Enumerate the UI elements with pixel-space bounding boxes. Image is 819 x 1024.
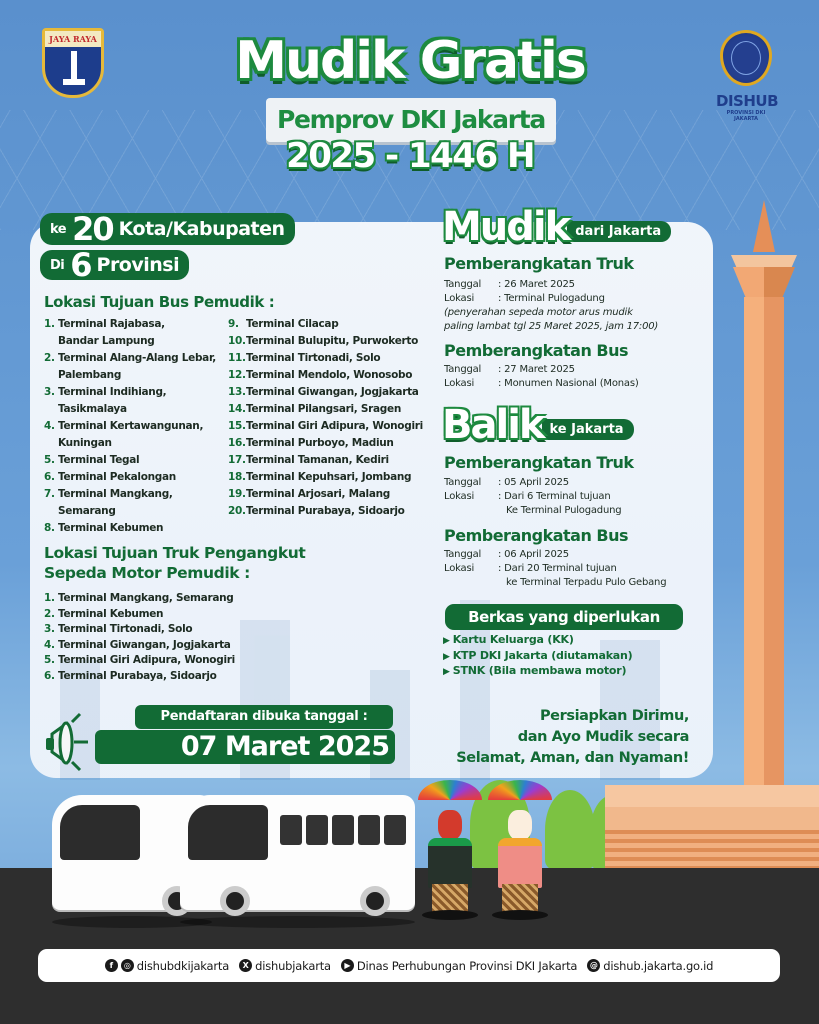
info-value: : 05 April 2025: [498, 477, 569, 488]
item-number: 1.: [44, 592, 55, 604]
item-number: 3.: [44, 386, 55, 398]
bus-destination-item: [228, 384, 423, 401]
info-key: Lokasi: [444, 491, 475, 502]
registration-date: 07 Maret 2025: [95, 730, 395, 764]
item-text: Terminal Purabaya, Sidoarjo: [58, 669, 217, 682]
pill-pre: Di: [50, 257, 65, 273]
info-value: : Monumen Nasional (Monas): [498, 378, 639, 389]
item-number: 15.: [228, 420, 246, 432]
slogan-line: Persiapkan Dirimu,: [539, 708, 689, 724]
item-text: Terminal Giwangan, Jogjakarta: [58, 638, 231, 651]
item-number: 12.: [228, 369, 246, 381]
balik-truck-title: Pemberangkatan Truk: [444, 453, 634, 472]
item-number: 7.: [44, 488, 55, 500]
dishub-logo: [716, 30, 779, 122]
mudik-truck-title: Pemberangkatan Truk: [444, 254, 634, 273]
item-text: Terminal Kebumen: [58, 607, 164, 620]
info-note: (penyerahan sepeda motor arus mudik: [444, 307, 633, 318]
item-text: Terminal Tegal: [58, 454, 140, 466]
dishub-name: DISHUB: [716, 92, 779, 110]
item-text: Terminal Giri Adipura, Wonogiri: [58, 654, 235, 666]
balik-word: Balik: [442, 402, 544, 448]
bus-destination-item: [228, 401, 423, 418]
mudik-tag: dari Jakarta: [567, 221, 671, 242]
slogan-line: Selamat, Aman, dan Nyaman!: [456, 750, 689, 766]
balik-bus-title: Pemberangkatan Bus: [444, 526, 629, 545]
slogan-line: dan Ayo Mudik secara: [517, 729, 689, 745]
x-twitter-icon: X: [239, 959, 252, 972]
bus-destination-item: [228, 435, 423, 452]
item-number: 6.: [44, 471, 55, 483]
item-number: 5.: [44, 654, 55, 666]
item-number: 4.: [44, 638, 55, 651]
bus-destination-item-cont: Palembang: [58, 369, 122, 381]
truck-destination-item: [44, 638, 235, 654]
triangle-bullet-icon: ▶: [443, 667, 450, 677]
info-note: paling lambat tgl 25 Maret 2025, jam 17:00): [444, 321, 659, 332]
item-number: 18.: [228, 471, 246, 483]
registration-label: Pendaftaran dibuka tanggal :: [135, 705, 393, 729]
truck-destination-item: [44, 653, 235, 669]
required-documents-list: [443, 633, 633, 680]
mudik-word: Mudik: [442, 204, 570, 250]
ondel-ondel-male-illustration: [420, 780, 480, 920]
item-number: 9.: [228, 318, 239, 330]
pill-post: Provinsi: [96, 254, 180, 276]
item-text: Terminal Arjosari, Malang: [246, 488, 391, 500]
pill-post: Kota/Kabupaten: [118, 218, 285, 240]
item-number: 10.: [228, 335, 246, 347]
truck-heading-line1: Lokasi Tujuan Truk Pengangkut: [44, 544, 306, 562]
monas-cup-shape: [731, 255, 797, 267]
footer-contact-item[interactable]: [341, 959, 577, 973]
pill-number: 20: [72, 210, 113, 248]
mudik-heading: [442, 206, 671, 248]
truck-destination-item: [44, 591, 235, 607]
bus-destination-item-cont: Kuningan: [58, 437, 112, 449]
info-key: Lokasi: [444, 293, 475, 304]
item-number: 20.: [228, 505, 246, 517]
info-value: : Dari 6 Terminal tujuan: [498, 491, 611, 502]
info-key: Tanggal: [444, 549, 482, 560]
required-document-item: [443, 633, 633, 649]
item-text: Terminal Tamanan, Kediri: [246, 454, 389, 466]
item-number: 8.: [44, 522, 55, 534]
ondel-ondel-female-illustration: [490, 780, 550, 920]
item-text: Terminal Mangkang, Semarang: [58, 592, 234, 604]
dishub-globe-icon: [720, 30, 772, 86]
bus-destination-item-cont: Tasikmalaya: [58, 403, 127, 415]
item-text: Terminal Kepuhsari, Jombang: [246, 471, 412, 483]
info-value: : 26 Maret 2025: [498, 279, 575, 290]
item-number: 13.: [228, 386, 246, 398]
bus-destination-item: [228, 486, 423, 503]
info-key: Lokasi: [444, 378, 475, 389]
item-text: Terminal Mendolo, Wonosobo: [246, 369, 413, 381]
truck-heading-line2: Sepeda Motor Pemudik :: [44, 564, 250, 582]
item-number: 1.: [44, 318, 55, 330]
balik-heading: [442, 404, 634, 446]
item-number: 16.: [228, 437, 246, 449]
triangle-bullet-icon: ▶: [443, 651, 450, 662]
emblem-base-shape: [63, 79, 85, 85]
bus-destination-item: [228, 452, 423, 469]
item-text: Terminal Pilangsari, Sragen: [246, 403, 401, 415]
item-text: Terminal Alang-Alang Lebar,: [58, 352, 216, 364]
footer-contact-text: dishubjakarta: [255, 958, 331, 973]
bus-destination-item-cont: Bandar Lampung: [58, 335, 155, 347]
required-document-item: [443, 649, 633, 665]
required-document-item: [443, 664, 633, 680]
bus-destination-item: [228, 350, 423, 367]
footer-contact-item[interactable]: [105, 959, 229, 973]
item-text: Terminal Kertawangunan,: [58, 420, 204, 432]
bus-destination-heading: Lokasi Tujuan Bus Pemudik :: [44, 293, 275, 311]
info-key: Tanggal: [444, 279, 482, 290]
bus-destination-item: [44, 469, 216, 486]
truck-destination-item: [44, 622, 235, 638]
monas-flame-shape: [753, 200, 775, 252]
document-text: Kartu Keluarga (KK): [452, 633, 574, 646]
bus-destination-item: [44, 418, 216, 435]
bus-destination-item: [44, 486, 216, 503]
mudik-truck-info: [444, 278, 714, 334]
footer-contact-item[interactable]: [587, 959, 713, 973]
item-number: 11.: [228, 352, 246, 364]
item-text: Terminal Giri Adipura, Wonogiri: [246, 420, 423, 432]
jaya-raya-label: JAYA RAYA: [45, 31, 101, 47]
mudik-bus-title: Pemberangkatan Bus: [444, 341, 629, 360]
item-number: 4.: [44, 420, 55, 432]
document-text: STNK (Bila membawa motor): [452, 664, 627, 677]
info-value: ke Terminal Terpadu Pulo Gebang: [506, 577, 667, 588]
monas-plaza-illustration: [605, 785, 819, 875]
item-text: Terminal Indihiang,: [58, 386, 167, 398]
item-number: 2.: [44, 607, 55, 620]
dishub-sub: PROVINSI DKI JAKARTA: [726, 110, 766, 122]
instagram-icon: ◎: [121, 959, 134, 972]
document-text: KTP DKI Jakarta (diutamakan): [452, 648, 633, 662]
bus-destination-list-2: [228, 316, 423, 520]
bus-destination-item: [228, 503, 423, 520]
item-number: 3.: [44, 623, 55, 635]
province-count-pill: [40, 246, 189, 284]
pill-number: 6: [70, 246, 91, 284]
bus-destination-item: [228, 418, 423, 435]
monas-shaft-shape: [744, 297, 784, 797]
info-value: : 06 April 2025: [498, 549, 569, 560]
headline: [200, 30, 620, 92]
item-text: Terminal Kebumen: [58, 522, 164, 534]
item-text: Terminal Bulupitu, Purwokerto: [246, 335, 419, 347]
item-number: 19.: [228, 488, 246, 500]
required-documents-heading: Berkas yang diperlukan: [445, 604, 683, 630]
destination-count-pill: [40, 210, 295, 248]
footer-contact-text: dishubdkijakarta: [136, 958, 230, 973]
item-number: 17.: [228, 454, 246, 466]
truck-destination-item: [44, 607, 235, 623]
headline-year: 2025 - 1446 H: [286, 136, 534, 176]
bus-destination-item: [44, 384, 216, 401]
bus-destination-item: [228, 316, 423, 333]
item-number: 5.: [44, 454, 55, 466]
item-text: Terminal Pekalongan: [58, 471, 176, 483]
info-value: Ke Terminal Pulogadung: [506, 505, 622, 516]
info-key: Lokasi: [444, 563, 475, 574]
youtube-icon: ▶: [341, 959, 354, 972]
bus-destination-list-1: [44, 316, 216, 537]
item-number: 14.: [228, 403, 246, 415]
footer-contact-item[interactable]: [239, 959, 331, 973]
bus-destination-item: [228, 469, 423, 486]
item-text: Terminal Cilacap: [246, 318, 339, 330]
headline-title: Mudik Gratis: [235, 31, 585, 91]
website-icon: @: [587, 959, 600, 972]
item-text: Terminal Tirtonadi, Solo: [246, 352, 381, 364]
truck-destination-heading: [44, 543, 305, 583]
item-text: Terminal Rajabasa,: [58, 318, 165, 330]
item-text: Terminal Purboyo, Madiun: [246, 437, 394, 449]
item-number: 6.: [44, 669, 55, 682]
footer-contact-text: Dinas Perhubungan Provinsi DKI Jakarta: [356, 958, 578, 973]
monas-cup-lower-shape: [733, 267, 795, 297]
bus-destination-item: [228, 333, 423, 350]
triangle-bullet-icon: ▶: [443, 636, 450, 646]
balik-tag: ke Jakarta: [542, 419, 634, 440]
info-value: : Dari 20 Terminal tujuan: [498, 563, 617, 574]
item-text: Terminal Mangkang,: [58, 488, 173, 500]
footer-contact-bar: [38, 949, 780, 982]
bus-destination-item: [228, 367, 423, 384]
bus-destination-item-cont: Semarang: [58, 505, 116, 517]
bus-destination-item: [44, 350, 216, 367]
bus-destination-item: [44, 316, 216, 333]
ribbon-text: Pemprov DKI Jakarta: [277, 105, 545, 134]
item-text: Terminal Purabaya, Sidoarjo: [246, 505, 405, 517]
item-text: Terminal Tirtonadi, Solo: [58, 623, 193, 635]
item-number: 2.: [44, 352, 55, 364]
footer-contact-text: dishub.jakarta.go.id: [603, 958, 714, 973]
info-key: Tanggal: [444, 477, 482, 488]
dki-jakarta-emblem-icon: [42, 28, 104, 98]
pill-pre: ke: [50, 221, 67, 237]
mudik-bus-info: [444, 363, 714, 391]
monas-tower-illustration: [729, 200, 799, 790]
truck-destination-list: [44, 591, 235, 684]
info-key: Tanggal: [444, 364, 482, 375]
info-value: : Terminal Pulogadung: [498, 293, 605, 304]
info-value: : 27 Maret 2025: [498, 364, 575, 375]
truck-destination-item: [44, 669, 235, 685]
bus-destination-item: [44, 452, 216, 469]
balik-bus-info: [444, 548, 714, 590]
bus-destination-item: [44, 520, 216, 537]
balik-truck-info: [444, 476, 714, 518]
bus-illustration: [180, 795, 415, 910]
item-text: Terminal Giwangan, Jogjakarta: [246, 386, 419, 398]
facebook-icon: f: [105, 959, 118, 972]
